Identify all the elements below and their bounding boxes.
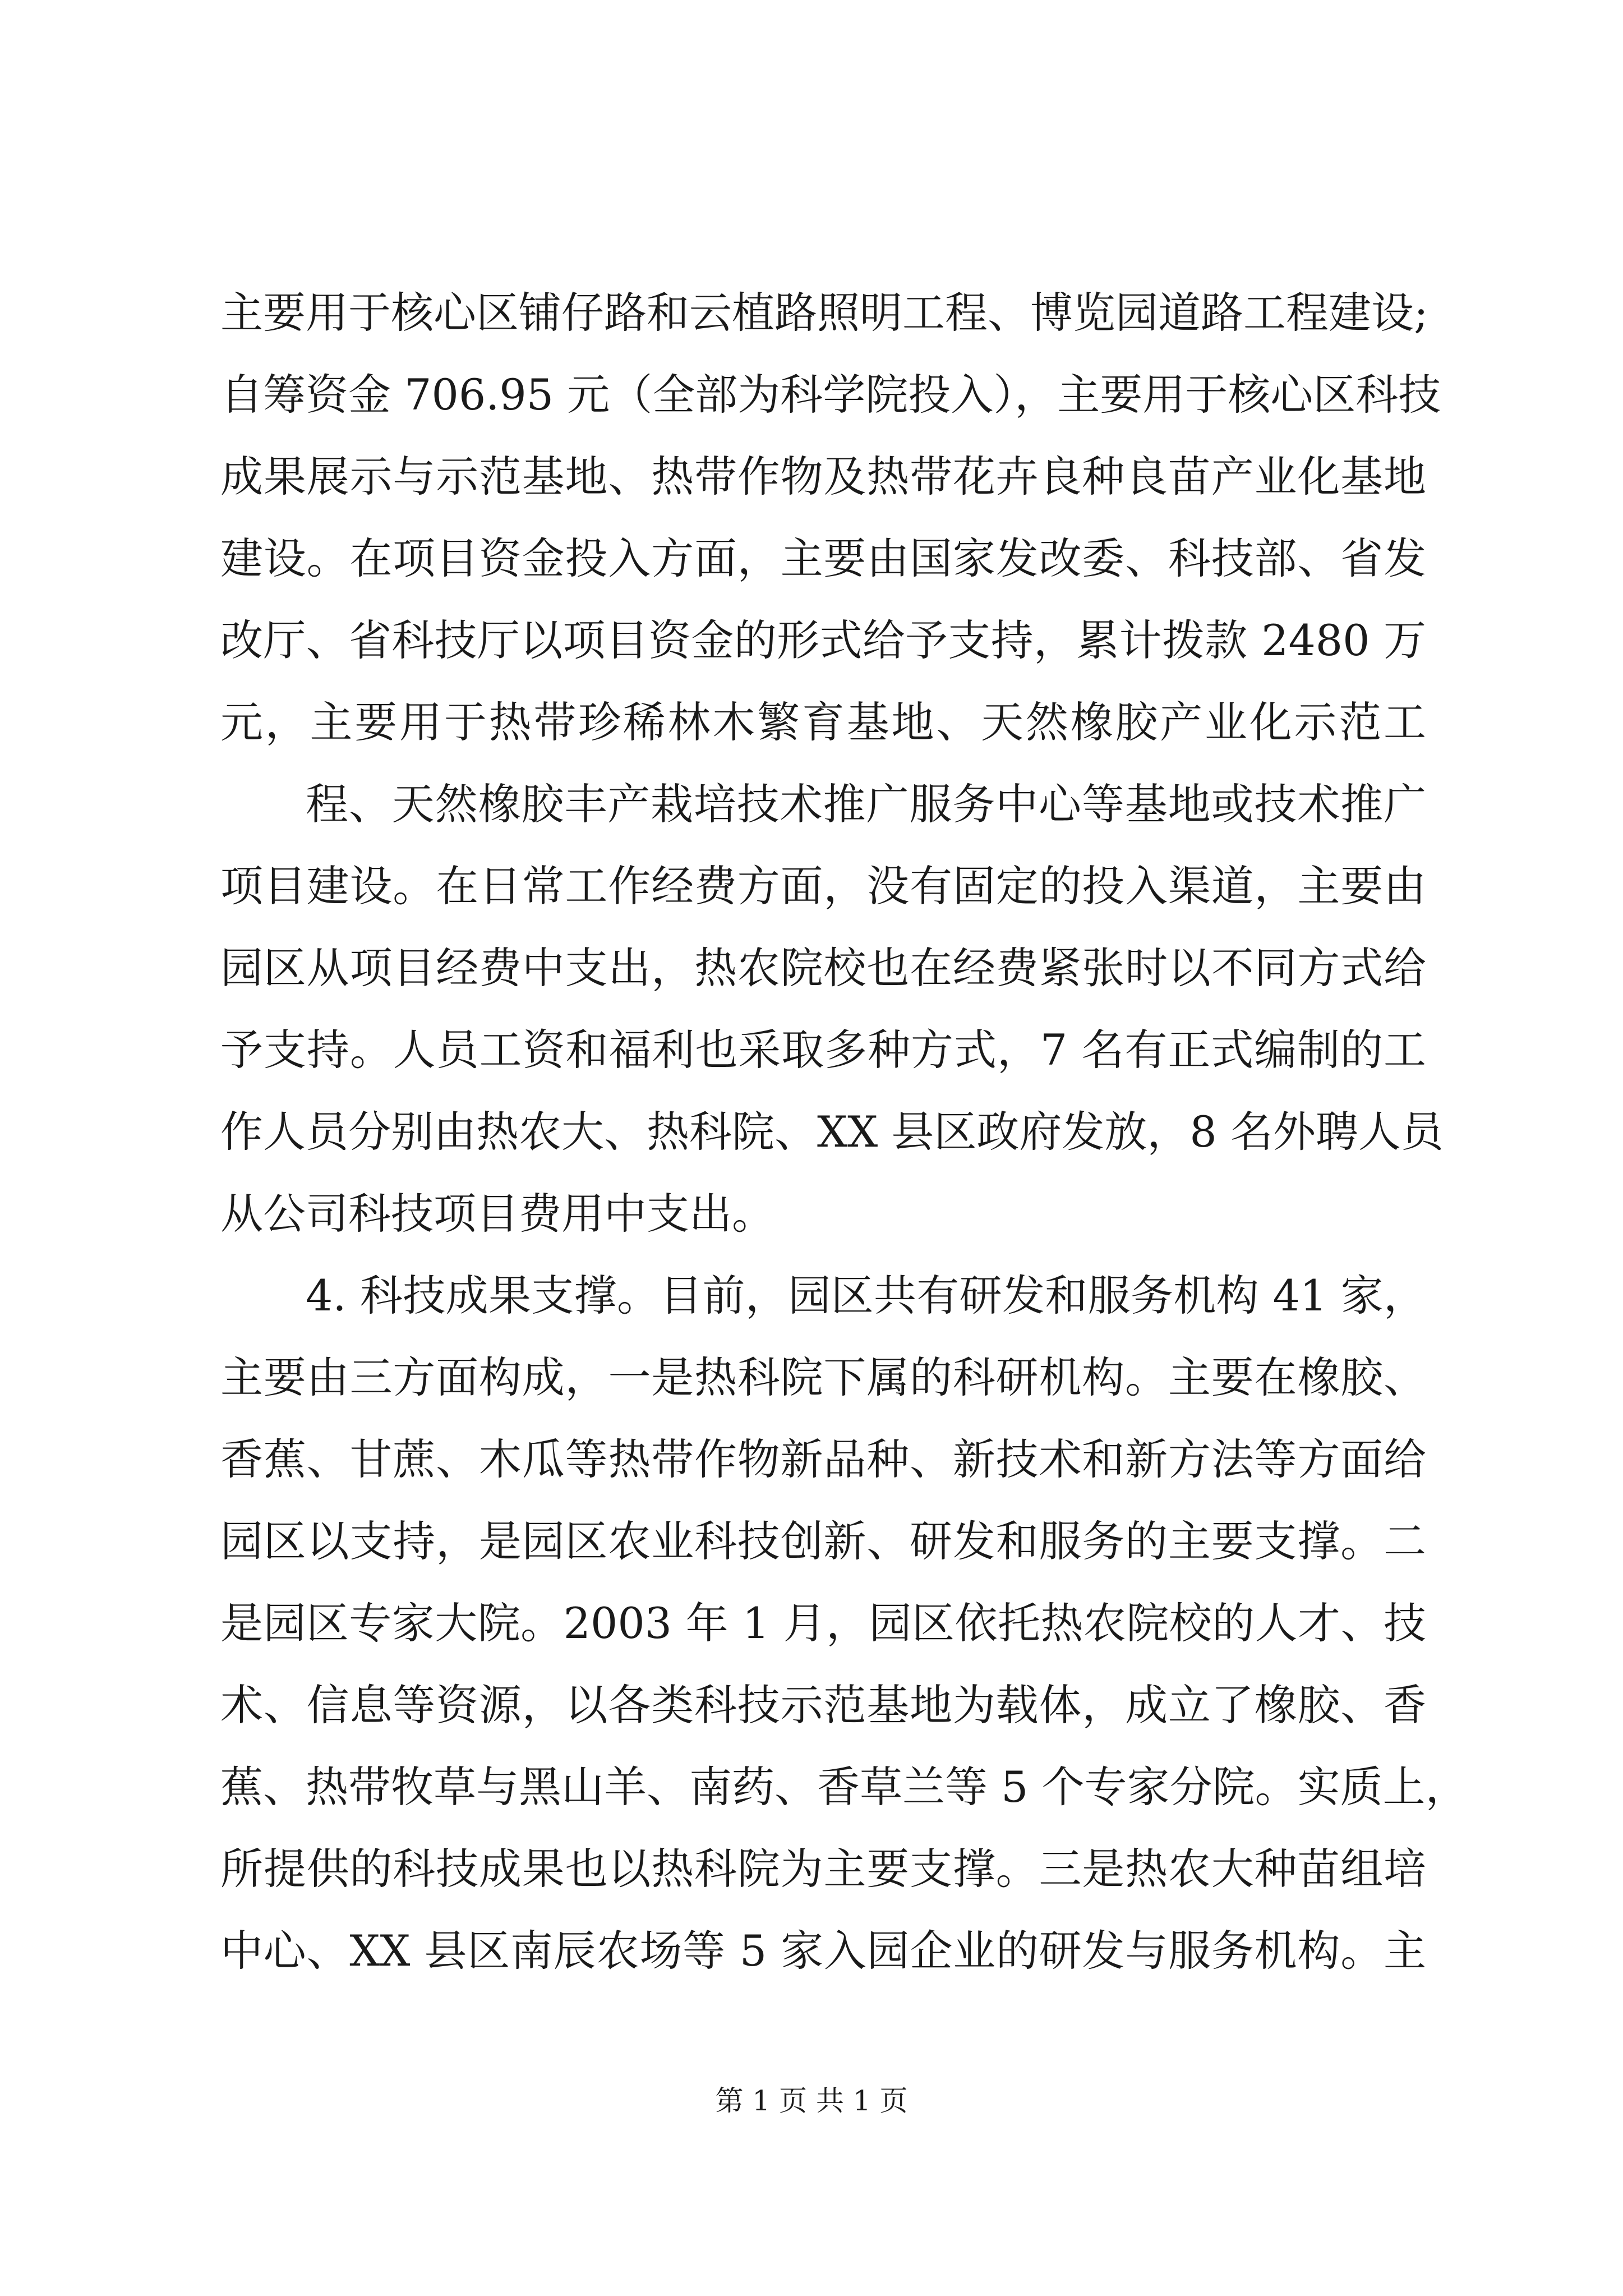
- text-line: 从公司科技项目费用中支出。: [220, 1189, 774, 1239]
- text-line: 建设。在项目资金投入方面，主要由国家发改委、科技部、省发: [220, 533, 1426, 583]
- text-line: 香蕉、甘蔗、木瓜等热带作物新品种、新技术和新方法等方面给: [220, 1434, 1426, 1484]
- text-line: 所提供的科技成果也以热科院为主要支撑。三是热农大种苗组培: [220, 1844, 1426, 1894]
- text-line: 程、天然橡胶丰产栽培技术推广服务中心等基地或技术推广: [306, 779, 1426, 829]
- text-line: 园区从项目经费中支出，热农院校也在经费紧张时以不同方式给: [220, 943, 1426, 993]
- text-line: 园区以支持，是园区农业科技创新、研发和服务的主要支撑。二: [220, 1516, 1426, 1566]
- text-line: 予支持。人员工资和福利也采取多种方式，7 名有正式编制的工: [220, 1025, 1426, 1075]
- text-line: 是园区专家大院。2003 年 1 月，园区依托热农院校的人才、技: [220, 1598, 1426, 1648]
- text-line: 自筹资金 706.95 元（全部为科学院投入），主要用于核心区科技: [220, 370, 1441, 420]
- text-line: 术、信息等资源，以各类科技示范基地为载体，成立了橡胶、香: [220, 1680, 1426, 1730]
- text-line: 改厅、省科技厅以项目资金的形式给予支持，累计拨款 2480 万: [220, 615, 1426, 665]
- text-line: 蕉、热带牧草与黑山羊、南药、香草兰等 5 个专家分院。实质上，: [220, 1762, 1468, 1812]
- document-body: [220, 272, 1468, 1992]
- text-line: 主要用于核心区铺仔路和云植路照明工程、博览园道路工程建设;: [220, 288, 1428, 338]
- text-line: 主要由三方面构成，一是热科院下属的科研机构。主要在橡胶、: [220, 1352, 1426, 1402]
- text-line: 项目建设。在日常工作经费方面，没有固定的投入渠道，主要由: [220, 861, 1426, 911]
- text-line: 成果展示与示范基地、热带作物及热带花卉良种良苗产业化基地: [220, 452, 1426, 501]
- text-line: 4. 科技成果支撑。目前，园区共有研发和服务机构 41 家，: [306, 1271, 1426, 1320]
- text-line: 元，主要用于热带珍稀林木繁育基地、天然橡胶产业化示范工: [220, 697, 1426, 747]
- page-number: 第 1 页 共 1 页: [715, 2085, 908, 2117]
- text-line: 中心、XX 县区南辰农场等 5 家入园企业的研发与服务机构。主: [220, 1926, 1426, 1976]
- page-footer: [0, 2081, 1623, 2120]
- text-line: 作人员分别由热农大、热科院、XX 县区政府发放，8 名外聘人员: [220, 1107, 1444, 1157]
